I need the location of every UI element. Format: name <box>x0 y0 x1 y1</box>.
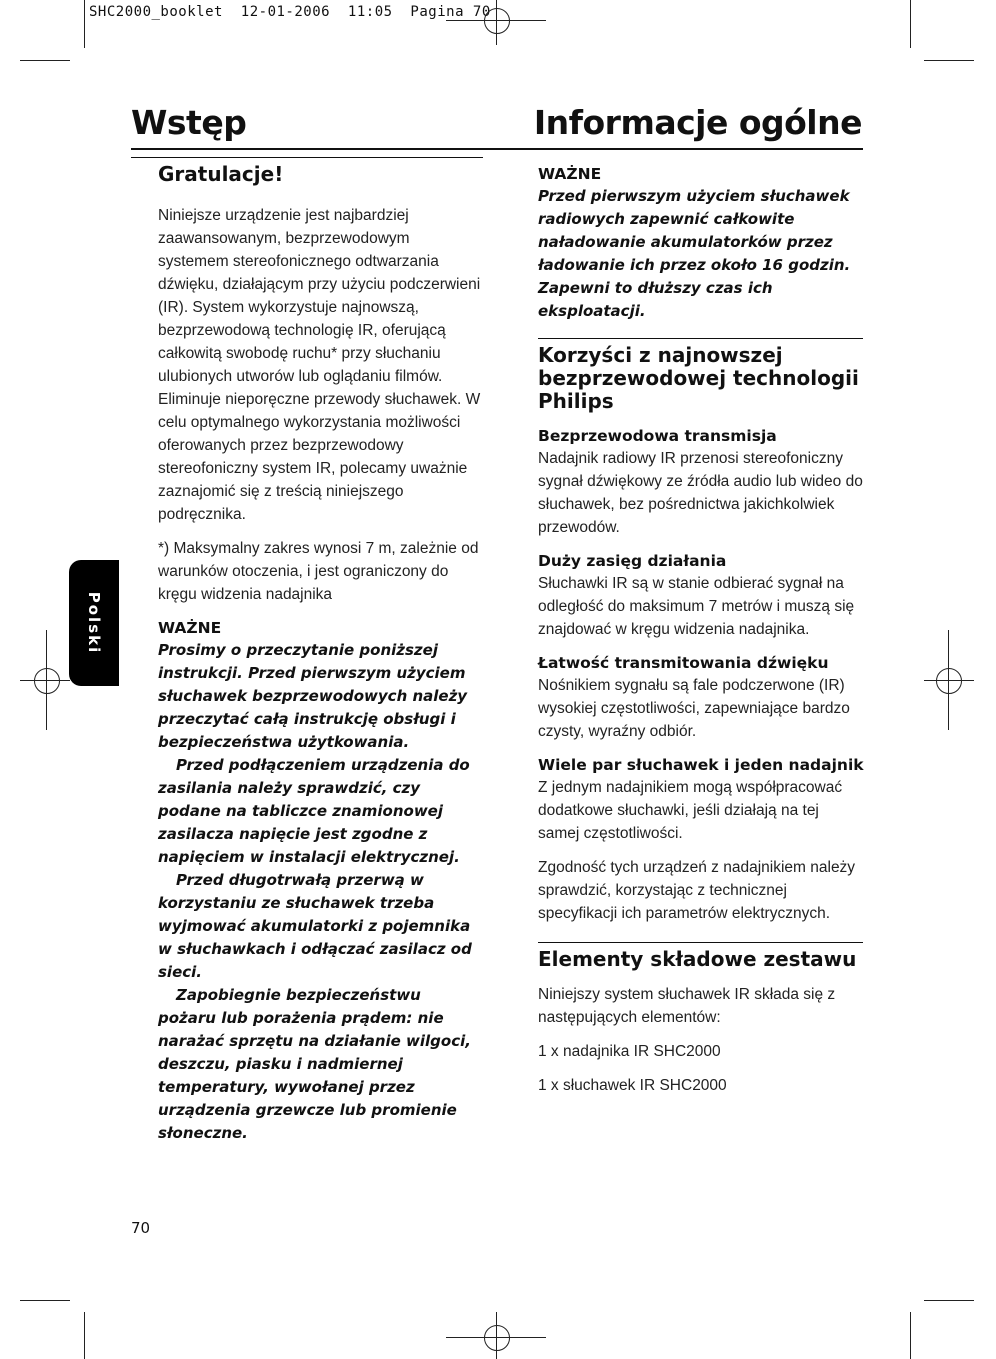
section-heading-benefits: Korzyści z najnowszej bezprzewodowej technologii Philips <box>538 343 859 413</box>
right-column <box>538 157 863 1097</box>
important-paragraph: Przed podłączeniem urządzenia do zasilania należy sprawdzić, czy podane na tabliczce znamionowej zasilacza napięcie jest zgodne z napięciem w instalacji elektrycznej. <box>158 756 470 866</box>
feature-title: Duży zasięg działania <box>538 552 727 570</box>
section-divider <box>538 338 863 339</box>
feature-item <box>538 652 863 743</box>
important-paragraph: Prosimy o przeczytanie poniższej instrukcji. Przed pierwszym użyciem słuchawek bezprzewodowych należy przeczytać całą instrukcję obsługi i bezpieczeństwa użytkowania. <box>158 641 468 751</box>
left-column <box>158 157 483 1145</box>
compatibility-note: Zgodność tych urządzeń z nadajnikiem należy sprawdzić, korzystając z technicznej specyfikacji ich parametrów elektrycznych. <box>538 859 856 922</box>
intro-paragraph: Niniejsze urządzenie jest najbardziej zaawansowanym, bezprzewodowym systemem stereofonicznego odtwarzania dźwięku, działającym przy użyciu podczerwieni (IR). System wykorzystuje najnowszą, bezprzewodową technologię IR, oferującą całkowitą swobodę ruchu* przy słuchaniu ulubionych utworów lub oglądaniu filmów. Eliminuje nieporęczne przewody słuchawek. W celu optymalnego wykorzystania możliwości oferowanych przez bezprzewodowy stereofoniczny system IR, polecamy uważnie zaznajomić się z treścią niniejszego podręcznika. <box>158 207 481 523</box>
language-tab <box>69 560 119 686</box>
page-number: 70 <box>131 1219 151 1237</box>
important-label: WAŻNE <box>158 619 222 637</box>
section-heading-congrats: Gratulacje! <box>158 162 284 186</box>
component-item: 1 x słuchawek IR SHC2000 <box>538 1077 727 1094</box>
feature-text: Z jednym nadajnikiem mogą współpracować dodatkowe słuchawki, jeśli działają na tej samej częstotliwości. <box>538 779 843 842</box>
title-divider <box>131 148 863 150</box>
feature-item <box>538 550 863 641</box>
important-paragraph: Zapobiegnie bezpieczeństwu pożaru lub porażenia prądem: nie narażać sprzętu na działanie wilgoci, deszczu, piasku i nadmiernej temperatury, wywołanej przez urządzenia grzewcze lub promienie słoneczne. <box>158 986 471 1142</box>
print-slug: SHC2000_booklet 12-01-2006 11:05 Pagina 70 <box>89 4 491 20</box>
section-divider <box>538 942 863 943</box>
section-heading-components: Elementy składowe zestawu <box>538 947 857 971</box>
language-tab-label: Polski <box>85 591 103 655</box>
feature-item <box>538 425 863 539</box>
feature-item <box>538 754 863 845</box>
important-paragraph: Przed pierwszym użyciem słuchawek radiowych zapewnić całkowite naładowanie akumulatorków przez ładowanie ich przez około 16 godzin. Zapewni to dłuższy czas ich eksploatacji. <box>538 187 851 320</box>
important-label: WAŻNE <box>538 165 602 183</box>
feature-text: Nadajnik radiowy IR przenosi stereofoniczny sygnał dźwiękowy ze źródła audio lub wideo do słuchawek, bez pośrednictwa jakichkolwiek przewodów. <box>538 450 863 536</box>
feature-text: Słuchawki IR są w stanie odbierać sygnał na odległość do maksimum 7 metrów i muszą się znajdować w kręgu widzenia nadajnika. <box>538 575 855 638</box>
page-title-left: Wstęp <box>131 103 247 142</box>
feature-text: Nośnikiem sygnału są fale podczerwone (IR) wysokiej częstotliwości, zapewniające bardzo czysty, wyraźny odbiór. <box>538 677 850 740</box>
footnote-paragraph: *) Maksymalny zakres wynosi 7 m, zależnie od warunków otoczenia, i jest ograniczony do kręgu widzenia nadajnika <box>158 540 479 603</box>
section-divider <box>131 157 483 158</box>
components-intro: Niniejszy system słuchawek IR składa się z następujących elementów: <box>538 986 836 1026</box>
page-title-right: Informacje ogólne <box>533 103 862 142</box>
component-item: 1 x nadajnika IR SHC2000 <box>538 1043 721 1060</box>
important-paragraph: Przed długotrwałą przerwą w korzystaniu ze słuchawek trzeba wyjmować akumulatorki z pojemnika w słuchawkach i odłączać zasilacz od sieci. <box>158 871 472 981</box>
feature-title: Bezprzewodowa transmisja <box>538 427 777 445</box>
feature-title: Wiele par słuchawek i jeden nadajnik <box>538 756 864 774</box>
feature-title: Łatwość transmitowania dźwięku <box>538 654 829 672</box>
